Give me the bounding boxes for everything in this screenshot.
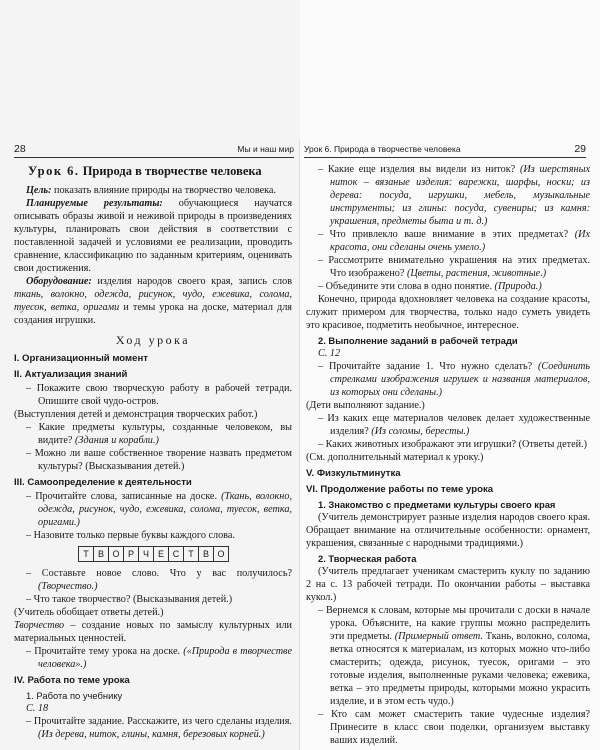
r-line-9: (См. дополнительный материал к уроку.) bbox=[306, 452, 484, 463]
s3-line-3 bbox=[14, 567, 292, 593]
word-letter: Т bbox=[183, 546, 199, 562]
s6-paragraph-2: (Учитель предлагает ученикам смастерить куклу по заданию 2 на с. 13 рабочей тетради. По окончании работы – выставка кукол.) bbox=[306, 566, 590, 603]
s3-line-2: – Назовите только первые буквы каждого слова. bbox=[26, 530, 235, 541]
word-letter: О bbox=[213, 546, 229, 562]
s2-line-1: – Покажите свою творческую работу в рабочей тетради. Опишите свой чудо-остров. bbox=[26, 383, 292, 407]
s3-line-3-text: – Составьте новое слово. Что у вас получилось? bbox=[26, 568, 292, 579]
r-line-7 bbox=[306, 412, 590, 438]
s3-line-1 bbox=[14, 490, 292, 529]
goal-text: показать влияние природы на творчество человека. bbox=[54, 185, 277, 196]
right-page-header bbox=[304, 143, 586, 157]
r-line-1-answer: (Из шерстяных ниток – вязаные изделия: варежки, шарфы, носки; из дерева: посуда, игрушки, мебель, музыкальные инструменты; из глины: посуда, сувениры; из камня: украшения, предметы быта и т. д.) bbox=[330, 164, 590, 227]
s6-line-1-answer-label: (Примерный ответ. bbox=[394, 631, 483, 642]
word-letter: С bbox=[168, 546, 184, 562]
s2-line-3-answer: (Здания и корабли.) bbox=[74, 435, 159, 446]
goal-label: Цель: bbox=[26, 185, 52, 196]
r-line-1 bbox=[306, 163, 590, 228]
word-letter: Ч bbox=[138, 546, 154, 562]
planned-label: Планируемые результаты: bbox=[26, 198, 163, 209]
word-letter: Т bbox=[78, 546, 94, 562]
r-line-2-answer: (Их красота, они сделаны очень умело.) bbox=[330, 229, 590, 253]
r-line-6: (Дети выполняют задание.) bbox=[306, 400, 425, 411]
section-4-heading: IV. Работа по теме урока bbox=[14, 675, 130, 686]
s3-line-6-text: – Прочитайте тему урока на доске. bbox=[26, 646, 181, 657]
r-line-3 bbox=[306, 254, 590, 280]
r-line-7-text: – Из каких еще материалов человек делает художественные изделия? bbox=[318, 413, 590, 437]
planned-paragraph bbox=[14, 197, 292, 275]
word-grid bbox=[14, 546, 292, 562]
s3-line-6-answer: («Природа в творчестве человека».) bbox=[38, 646, 292, 670]
section-5-heading: V. Физкультминутка bbox=[306, 468, 401, 479]
r-line-5 bbox=[306, 360, 590, 399]
r-line-4 bbox=[306, 280, 590, 293]
r-line-5-text: – Прочитайте задание 1. Что нужно сделать? bbox=[318, 361, 533, 372]
section-3-heading: III. Самоопределение к деятельности bbox=[14, 477, 192, 488]
s4-line-1-answer: (Из дерева, ниток, глины, камня, березовых корней.) bbox=[38, 729, 265, 740]
r-line-3-answer: (Цветы, растения, животные.) bbox=[406, 268, 547, 279]
r-paragraph-1: Конечно, природа вдохновляет человека на создание красоты, служит примером для творчества, только надо суметь увидеть это красивое, подметить необычное, интересное. bbox=[306, 294, 590, 331]
r-line-4-answer: (Природа.) bbox=[494, 281, 542, 292]
s2-line-3-text: – Какие предметы культуры, созданные человеком, вы видите? bbox=[26, 422, 292, 446]
s4-page-ref: С. 18 bbox=[26, 703, 49, 714]
word-letter: В bbox=[93, 546, 109, 562]
s3-line-3-answer: (Творчество.) bbox=[38, 581, 98, 592]
equipment-text-2: и темы урока на доске, материал для создания игрушки. bbox=[14, 302, 292, 326]
equipment-label: Оборудование: bbox=[26, 276, 92, 287]
s6-subheading-2: 2. Творческая работа bbox=[318, 553, 417, 564]
s6-subheading-1: 1. Знакомство с предметами культуры своего края bbox=[318, 499, 556, 510]
left-running-head: Мы и наш мир bbox=[237, 144, 294, 154]
r-line-7-answer: (Из соломы, бересты.) bbox=[371, 426, 470, 437]
right-page bbox=[300, 0, 600, 750]
s6-line-1 bbox=[306, 604, 590, 708]
s3-line-1-answer: (Ткань, волокно, одежда, рисунок, чудо, ежевика, солома, туесок, ветка, оригами.) bbox=[38, 491, 292, 528]
r-page-ref: С. 12 bbox=[318, 348, 341, 359]
right-header-rule bbox=[304, 157, 586, 158]
left-page-number: 28 bbox=[14, 143, 26, 155]
s2-line-4: – Можно ли ваше собственное творение назвать предметом культуры? (Высказывания детей.) bbox=[26, 448, 292, 472]
s6-line-1-answer: Ткань, волокно, солома, ветка относятся к материалам, из которых можно что-либо смастерить; одежда, рисунок, туесок, оригами – это готовые изделия, выполненные руками человека; ежевика, ветка – это предметы природы, которыми можно украсить изделие, и в этом есть чудо.) bbox=[330, 631, 591, 707]
right-content bbox=[306, 163, 590, 747]
s6-line-1-text: – Вернемся к словам, которые мы прочитали с доски в начале урока. Объясните, на какие группы можно распределить эти предметы. bbox=[318, 605, 590, 642]
left-content bbox=[14, 163, 292, 741]
r-line-5-answer: (Соединить стрелками изображения игрушек и названия материалов, из которых они сделаны.) bbox=[330, 361, 590, 398]
s3-line-6 bbox=[14, 645, 292, 671]
s3-definition-text: – создание новых по замыслу культурных или материальных ценностей. bbox=[14, 620, 293, 644]
s3-definition bbox=[14, 619, 292, 645]
lesson-title bbox=[28, 165, 292, 178]
r-line-1-text: – Какие еще изделия вы видели из ниток? bbox=[318, 164, 516, 175]
r-line-2-text: – Что привлекло ваше внимание в этих предметах? bbox=[318, 229, 569, 240]
section-1-heading: I. Организационный момент bbox=[14, 353, 148, 364]
equipment-words: ткань, волокно, одежда, рисунок, чудо, ежевика, солома, туесок, ветка, оригами bbox=[14, 289, 292, 313]
right-page-number: 29 bbox=[574, 143, 586, 155]
r-line-4-text: – Объедините эти слова в одно понятие. bbox=[318, 281, 492, 292]
s3-definition-word: Творчество bbox=[14, 620, 65, 631]
s2-line-3 bbox=[14, 421, 292, 447]
left-page-header bbox=[14, 143, 294, 157]
s3-line-5: (Учитель обобщает ответы детей.) bbox=[14, 607, 164, 618]
word-letter: Е bbox=[153, 546, 169, 562]
word-letter: В bbox=[198, 546, 214, 562]
goal-paragraph bbox=[14, 184, 292, 197]
section-2-heading: II. Актуализация знаний bbox=[14, 369, 128, 380]
r-line-8: – Каких животных изображают эти игрушки? (Ответы детей.) bbox=[318, 439, 587, 450]
s4-line-1-text: – Прочитайте задание. Расскажите, из чего сделаны изделия. bbox=[26, 716, 292, 727]
lesson-title-label: Урок 6. bbox=[28, 164, 80, 178]
word-letter: О bbox=[108, 546, 124, 562]
section-6-heading: VI. Продолжение работы по теме урока bbox=[306, 484, 494, 495]
s3-line-1-text: – Прочитайте слова, записанные на доске. bbox=[26, 491, 217, 502]
word-letter: Р bbox=[123, 546, 139, 562]
equipment-text-1: изделия народов своего края, запись слов bbox=[97, 276, 293, 287]
s4-subheading-1: 1. Работа по учебнику bbox=[26, 690, 123, 701]
left-header-rule bbox=[14, 157, 294, 158]
s4-line-1 bbox=[14, 715, 292, 741]
right-running-head: Урок 6. Природа в творчестве человека bbox=[304, 144, 461, 154]
s6-paragraph-1: (Учитель демонстрирует разные изделия народов своего края. Обращает внимание на отличительные особенности: орнамент, украшения, связанные с народными традициями.) bbox=[306, 512, 590, 549]
r-line-2 bbox=[306, 228, 590, 254]
s2-line-2: (Выступления детей и демонстрация творческих работ.) bbox=[14, 409, 258, 420]
equipment-paragraph bbox=[14, 275, 292, 327]
r-line-3-text: – Рассмотрите внимательно украшения на этих предметах. Что изображено? bbox=[318, 255, 590, 279]
s6-line-2: – Кто сам может смастерить такие чудесные изделия? Принесите в класс свои поделки, организуем выставку ваших изделий. bbox=[318, 709, 590, 746]
lesson-course-heading: Ход урока bbox=[115, 333, 191, 347]
planned-text: обучающиеся научатся описывать образы живой и неживой природы в произведениях культуры, планировать свои действия в соответствии с поставленной задачей и условиями ее реализации, проводить сравнение, классификацию по заданным критериям, оценивать свои достижения. bbox=[14, 198, 292, 274]
r-subheading-2: 2. Выполнение заданий в рабочей тетради bbox=[318, 335, 518, 346]
lesson-title-text: Природа в творчестве человека bbox=[82, 164, 262, 178]
s3-line-4: – Что такое творчество? (Высказывания детей.) bbox=[26, 594, 233, 605]
